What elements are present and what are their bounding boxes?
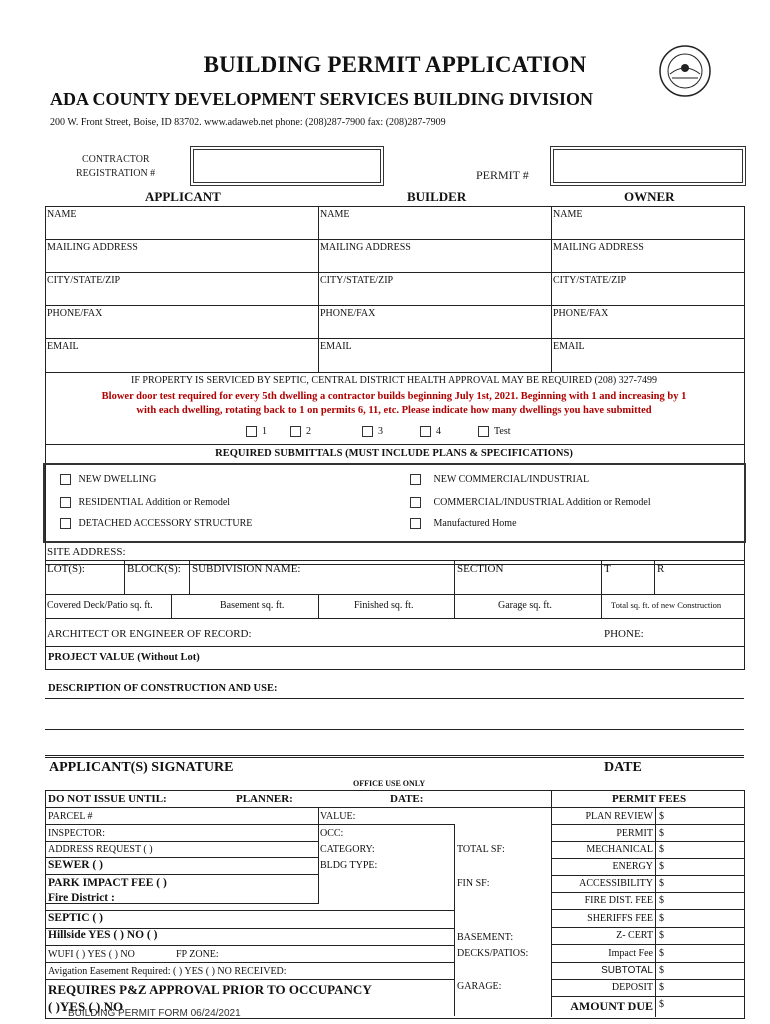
new-commercial-option[interactable]: NEW COMMERCIAL/INDUSTRIAL xyxy=(410,474,589,485)
dwelling-option-3[interactable]: 3 xyxy=(362,426,383,437)
applicant-email-field[interactable]: EMAIL xyxy=(47,341,79,352)
fp-zone-field[interactable]: FP ZONE: xyxy=(176,949,219,960)
fee-dollar[interactable]: $ xyxy=(659,895,664,906)
checkbox-icon[interactable] xyxy=(60,497,71,508)
basement-sqft-field[interactable]: Basement sq. ft. xyxy=(220,600,285,611)
registration-label: REGISTRATION # xyxy=(76,168,156,179)
covered-deck-field[interactable]: Covered Deck/Patio sq. ft. xyxy=(47,600,153,611)
section-field[interactable]: SECTION xyxy=(457,563,504,575)
applicant-name-field[interactable]: NAME xyxy=(47,209,77,220)
fee-dollar[interactable]: $ xyxy=(659,844,664,855)
subdivision-field[interactable]: SUBDIVISION NAME: xyxy=(192,563,301,575)
septic-note: IF PROPERTY IS SERVICED BY SEPTIC, CENTRAL DISTRICT HEALTH APPROVAL MAY BE REQUIRED (208) 327-7499 xyxy=(131,375,657,386)
range-field[interactable]: R xyxy=(657,563,665,575)
fee-fire-dist: FIRE DIST. FEE xyxy=(584,895,653,906)
fee-dollar[interactable]: $ xyxy=(659,861,664,872)
dwelling-option-4[interactable]: 4 xyxy=(420,426,441,437)
fee-dollar[interactable]: $ xyxy=(659,811,664,822)
lots-field[interactable]: LOT(S): xyxy=(47,563,85,575)
finished-sqft-field[interactable]: Finished sq. ft. xyxy=(354,600,414,611)
fee-dollar[interactable]: $ xyxy=(659,930,664,941)
fee-dollar[interactable]: $ xyxy=(659,913,664,924)
architect-field[interactable]: ARCHITECT OR ENGINEER OF RECORD: xyxy=(47,628,252,640)
description-line-3[interactable] xyxy=(45,755,744,758)
inspector-field[interactable]: INSPECTOR: xyxy=(48,828,106,839)
applicant-address-field[interactable]: MAILING ADDRESS xyxy=(47,242,138,253)
pz-approval-label: REQUIRES P&Z APPROVAL PRIOR TO OCCUPANCY xyxy=(48,982,372,997)
fee-impact: Impact Fee xyxy=(608,948,653,959)
garage-sqft-field[interactable]: Garage sq. ft. xyxy=(498,600,552,611)
residential-addition-option[interactable]: RESIDENTIAL Addition or Remodel xyxy=(60,497,230,508)
fee-accessibility: ACCESSIBILITY xyxy=(579,878,653,889)
park-impact-field[interactable]: PARK IMPACT FEE ( ) xyxy=(48,877,167,889)
builder-phone-field[interactable]: PHONE/FAX xyxy=(320,308,376,319)
category-field[interactable]: CATEGORY: xyxy=(320,844,375,855)
county-seal-icon xyxy=(658,44,712,98)
contractor-registration-field[interactable] xyxy=(190,146,384,186)
checkbox-icon[interactable] xyxy=(478,426,489,437)
manufactured-home-option[interactable]: Manufactured Home xyxy=(410,518,517,529)
fee-deposit: DEPOSIT xyxy=(611,982,653,993)
permit-number-label: PERMIT # xyxy=(476,168,529,182)
builder-heading: BUILDER xyxy=(407,189,467,204)
permit-fees-heading: PERMIT FEES xyxy=(612,793,687,805)
fee-plan-review: PLAN REVIEW xyxy=(585,811,653,822)
basement-office-field[interactable]: BASEMENT: xyxy=(457,932,514,943)
checkbox-icon[interactable] xyxy=(410,474,421,485)
owner-city-field[interactable]: CITY/STATE/ZIP xyxy=(553,275,627,286)
builder-name-field[interactable]: NAME xyxy=(320,209,350,220)
total-sf-field[interactable]: TOTAL SF: xyxy=(457,844,505,855)
wufi-field[interactable]: WUFI ( ) YES ( ) NO xyxy=(48,949,135,960)
contact-info: 200 W. Front Street, Boise, ID 83702. www.adaweb.net phone: (208)287-7900 fax: (208)287-7909 xyxy=(50,117,446,128)
pz-yes-no[interactable]: ( )YES ( ) NO xyxy=(48,999,124,1014)
total-sqft-field[interactable]: Total sq. ft. of new Construction xyxy=(611,600,722,610)
checkbox-icon[interactable] xyxy=(410,518,421,529)
checkbox-icon[interactable] xyxy=(362,426,373,437)
fee-sheriffs: SHERIFFS FEE xyxy=(587,913,653,924)
fee-permit: PERMIT xyxy=(616,828,653,839)
permit-number-field[interactable] xyxy=(550,146,746,186)
do-not-issue-label[interactable]: DO NOT ISSUE UNTIL: xyxy=(48,793,167,805)
fin-sf-field[interactable]: FIN SF: xyxy=(457,878,490,889)
owner-name-field[interactable]: NAME xyxy=(553,209,583,220)
fee-z-cert: Z- CERT xyxy=(616,930,653,941)
blower-note-line1: Blower door test required for every 5th dwelling a contractor builds beginning July 1st, 2021. Beginning with 1 and increasing by 1 xyxy=(101,391,687,402)
contractor-label: CONTRACTOR xyxy=(82,154,150,165)
septic-field[interactable]: SEPTIC ( ) xyxy=(48,912,103,924)
site-address-label[interactable]: SITE ADDRESS: xyxy=(47,546,126,558)
parcel-field[interactable]: PARCEL # xyxy=(48,811,93,822)
sewer-field[interactable]: SEWER ( ) xyxy=(48,859,103,871)
signature-label[interactable]: APPLICANT(S) SIGNATURE xyxy=(49,760,234,775)
checkbox-icon[interactable] xyxy=(420,426,431,437)
division-name: ADA COUNTY DEVELOPMENT SERVICES BUILDING DIVISION xyxy=(50,89,593,109)
fee-dollar[interactable]: $ xyxy=(659,965,664,976)
applicant-phone-field[interactable]: PHONE/FAX xyxy=(47,308,103,319)
planner-label[interactable]: PLANNER: xyxy=(236,793,293,805)
fee-dollar[interactable]: $ xyxy=(659,999,664,1010)
owner-phone-field[interactable]: PHONE/FAX xyxy=(553,308,609,319)
checkbox-icon[interactable] xyxy=(60,474,71,485)
hillside-field[interactable]: Hillside YES ( ) NO ( ) xyxy=(48,929,158,941)
township-field[interactable]: T xyxy=(604,563,611,575)
office-date-label[interactable]: DATE: xyxy=(390,793,424,805)
fee-amount-due: AMOUNT DUE xyxy=(570,999,653,1013)
checkbox-icon[interactable] xyxy=(410,497,421,508)
description-line-2[interactable] xyxy=(45,729,744,730)
avigation-field[interactable]: Avigation Easement Required: ( ) YES ( ) NO RECEIVED: xyxy=(48,966,287,977)
builder-email-field[interactable]: EMAIL xyxy=(320,341,352,352)
value-field[interactable]: VALUE: xyxy=(320,811,356,822)
signature-date-label[interactable]: DATE xyxy=(604,760,642,775)
owner-address-field[interactable]: MAILING ADDRESS xyxy=(553,242,644,253)
checkbox-icon[interactable] xyxy=(246,426,257,437)
form-id: BUILDING PERMIT FORM 06/24/2021 xyxy=(68,1008,241,1019)
project-value-field[interactable]: PROJECT VALUE (Without Lot) xyxy=(48,652,200,663)
party-grid xyxy=(45,206,745,373)
detached-structure-option[interactable]: DETACHED ACCESSORY STRUCTURE xyxy=(60,518,252,529)
applicant-heading: APPLICANT xyxy=(145,189,221,204)
builder-address-field[interactable]: MAILING ADDRESS xyxy=(320,242,411,253)
address-request-field[interactable]: ADDRESS REQUEST ( ) xyxy=(48,844,153,855)
page-title: BUILDING PERMIT APPLICATION xyxy=(203,52,587,77)
office-use-heading: OFFICE USE ONLY xyxy=(353,779,426,788)
bldg-type-field[interactable]: BLDG TYPE: xyxy=(320,860,378,871)
fee-dollar[interactable]: $ xyxy=(659,982,664,993)
garage-office-field[interactable]: GARAGE: xyxy=(457,981,502,992)
fee-dollar[interactable]: $ xyxy=(659,948,664,959)
occ-field[interactable]: OCC: xyxy=(320,828,344,839)
owner-heading: OWNER xyxy=(624,189,675,204)
checkbox-icon[interactable] xyxy=(60,518,71,529)
description-label: DESCRIPTION OF CONSTRUCTION AND USE: xyxy=(48,683,278,694)
fee-dollar[interactable]: $ xyxy=(659,878,664,889)
applicant-city-field[interactable]: CITY/STATE/ZIP xyxy=(47,275,121,286)
architect-phone-field[interactable]: PHONE: xyxy=(604,628,644,640)
submittals-heading: REQUIRED SUBMITTALS (MUST INCLUDE PLANS & SPECIFICATIONS) xyxy=(215,448,573,459)
blocks-field[interactable]: BLOCK(S): xyxy=(127,563,181,575)
dwelling-option-test[interactable]: Test xyxy=(478,426,511,437)
fee-dollar[interactable]: $ xyxy=(659,828,664,839)
commercial-addition-option[interactable]: COMMERCIAL/INDUSTRIAL Addition or Remodel xyxy=(410,497,651,508)
new-dwelling-option[interactable]: NEW DWELLING xyxy=(60,474,156,485)
fire-district-field[interactable]: Fire District : xyxy=(48,892,115,904)
fee-energy: ENERGY xyxy=(612,861,653,872)
checkbox-icon[interactable] xyxy=(290,426,301,437)
owner-email-field[interactable]: EMAIL xyxy=(553,341,585,352)
fee-mechanical: MECHANICAL xyxy=(586,844,653,855)
builder-city-field[interactable]: CITY/STATE/ZIP xyxy=(320,275,394,286)
decks-patios-field[interactable]: DECKS/PATIOS: xyxy=(457,948,529,959)
dwelling-option-1[interactable]: 1 xyxy=(246,426,267,437)
description-line-1[interactable] xyxy=(45,698,744,699)
dwelling-option-2[interactable]: 2 xyxy=(290,426,311,437)
blower-note-line2: with each dwelling, rotating back to 1 on permits 6, 11, etc. Please indicate how many dwellings you have submitted xyxy=(136,405,652,416)
fee-subtotal: SUBTOTAL xyxy=(601,965,653,976)
